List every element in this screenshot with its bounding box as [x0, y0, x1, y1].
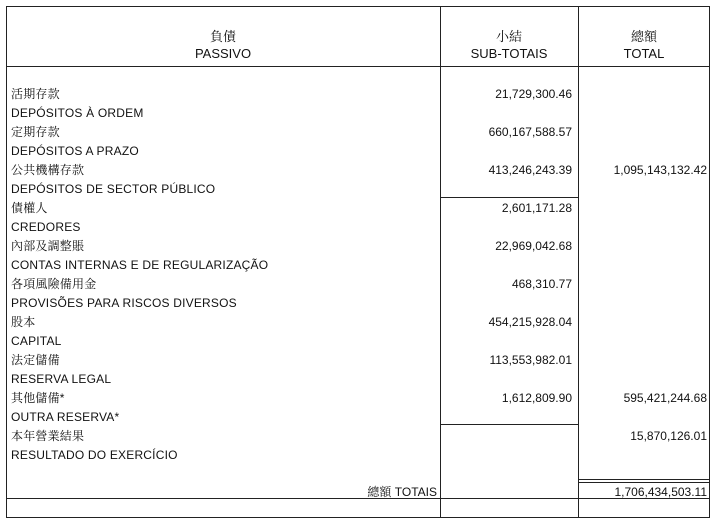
totals-separator: [6, 498, 710, 499]
header-liabilities-pt: PASSIVO: [194, 46, 252, 61]
header-total-zh: 總額: [630, 29, 657, 44]
row-subtotal: 660,167,588.57: [488, 125, 572, 139]
row-label-zh: 定期存款: [11, 125, 60, 139]
row-label-pt: DEPÓSITOS À ORDEM: [11, 106, 144, 120]
row-total: 1,095,143,132.42: [613, 163, 707, 177]
row-subtotal: 113,553,982.01: [489, 353, 572, 367]
row-subtotal: 1,612,809.90: [501, 391, 572, 405]
row-label-pt: RESERVA LEGAL: [11, 372, 112, 386]
total-overline: [578, 479, 710, 480]
row-label-zh: 其他儲備*: [11, 391, 65, 405]
row-label-zh: 公共機構存款: [11, 163, 85, 177]
row-label-pt: DEPÓSITOS A PRAZO: [11, 144, 139, 158]
row-total: 15,870,126.01: [630, 429, 707, 443]
row-label-pt: OUTRA RESERVA*: [11, 410, 120, 424]
column-divider-subtotals: [440, 6, 441, 518]
header-subtotals-zh: 小結: [495, 29, 522, 44]
row-total: 595,421,244.68: [623, 391, 707, 405]
header-total-pt: TOTAL: [623, 46, 665, 61]
subtotal-group-line: [440, 197, 578, 198]
row-label-zh: 債權人: [11, 201, 48, 215]
row-label-pt: CONTAS INTERNAS E DE REGULARIZAÇÃO: [11, 258, 269, 272]
row-label-pt: RESULTADO DO EXERCÍCIO: [11, 448, 178, 462]
row-label-pt: CAPITAL: [11, 334, 62, 348]
row-label-pt: DEPÓSITOS DE SECTOR PÚBLICO: [11, 182, 216, 196]
row-label-pt: CREDORES: [11, 220, 81, 234]
row-subtotal: 2,601,171.28: [501, 201, 572, 215]
row-subtotal: 22,969,042.68: [495, 239, 572, 253]
row-label-zh: 法定儲備: [11, 353, 60, 367]
row-label-zh: 活期存款: [11, 87, 60, 101]
column-divider-total: [578, 6, 579, 518]
row-subtotal: 454,215,928.04: [488, 315, 572, 329]
row-label-zh: 股本: [11, 315, 36, 329]
grand-total-value: 1,706,434,503.11: [614, 485, 707, 499]
header-liabilities-zh: 負債: [209, 29, 236, 44]
row-label-zh: 各項風險備用金: [11, 277, 97, 291]
totals-label: 總額 TOTAIS: [367, 485, 437, 499]
row-subtotal: 413,246,243.39: [488, 163, 572, 177]
header-total: [578, 28, 710, 62]
header-liabilities: [6, 28, 440, 62]
subtotal-group-line: [440, 424, 578, 425]
header-divider: [6, 66, 710, 67]
row-subtotal: 21,729,300.46: [495, 87, 572, 101]
row-label-zh: 內部及調整賬: [11, 239, 85, 253]
row-label-zh: 本年營業結果: [11, 429, 85, 443]
row-label-pt: PROVISÕES PARA RISCOS DIVERSOS: [11, 296, 237, 310]
row-subtotal: 468,310.77: [511, 277, 572, 291]
header-subtotals-pt: SUB-TOTAIS: [470, 46, 548, 61]
header-subtotals: [440, 28, 578, 62]
